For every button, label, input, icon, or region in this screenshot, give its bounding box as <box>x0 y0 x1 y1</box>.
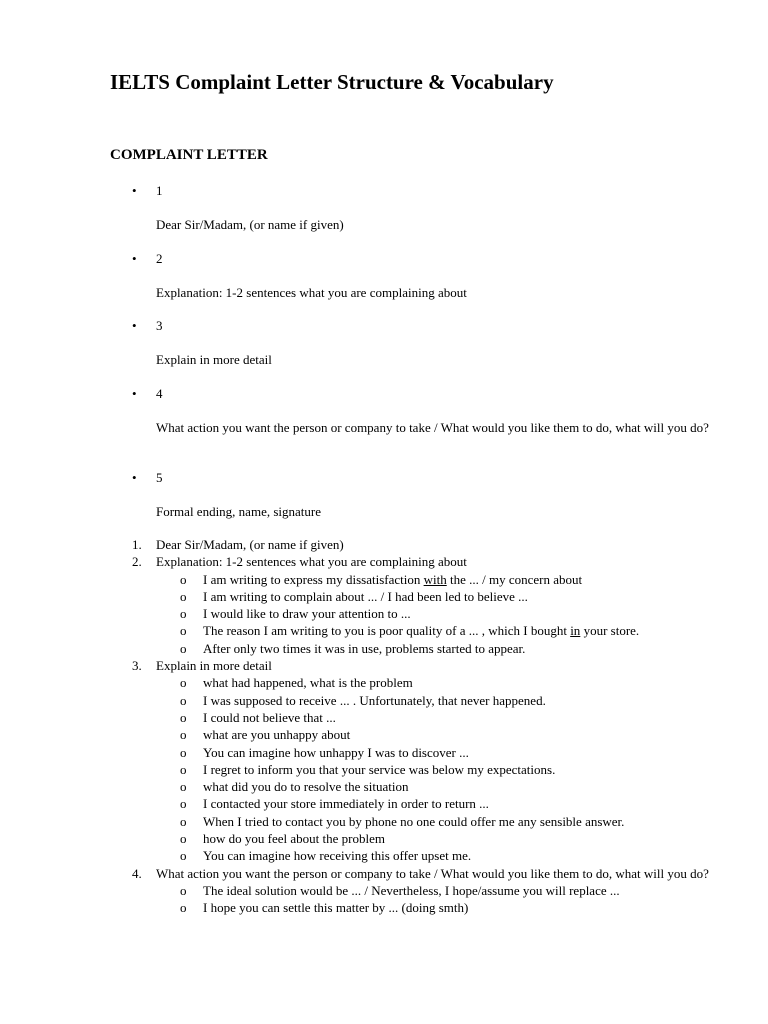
sub-bullet-marker: o <box>180 675 187 691</box>
sub-list-item <box>156 882 719 899</box>
sub-bullet-marker: o <box>180 692 187 708</box>
bullet-dot: • <box>132 386 137 401</box>
sub-list-item <box>156 830 719 847</box>
bullet-text: Explanation: 1-2 sentences what you are complaining about <box>156 285 467 300</box>
bullet-dot: • <box>132 470 137 485</box>
bullet-text: What action you want the person or company to take / What would you like them to do, what will you do? <box>156 420 709 435</box>
bullet-number: 3 <box>156 318 163 333</box>
sub-bullet-marker: o <box>180 727 187 743</box>
sub-item-text: You can imagine how receiving this offer upset me. <box>203 848 472 864</box>
sub-item-text: After only two times it was in use, problems started to appear. <box>203 640 526 656</box>
list-number: 1. <box>132 537 142 552</box>
underlined-word: in <box>570 623 581 639</box>
bullet-dot: • <box>132 251 137 266</box>
sub-item-text: what are you unhappy about <box>203 727 351 743</box>
sub-list-item <box>156 674 719 691</box>
sub-list <box>156 674 716 864</box>
bullet-number: 4 <box>156 386 163 401</box>
sub-list-item <box>156 692 719 709</box>
sub-list <box>156 882 716 917</box>
sub-item-text: When I tried to contact you by phone no one could offer me any sensible answer. <box>203 813 625 829</box>
bullet-text: Formal ending, name, signature <box>156 504 321 519</box>
bullet-number: 5 <box>156 470 163 485</box>
sub-list-item <box>156 778 719 795</box>
ordered-list-item <box>0 865 716 917</box>
sub-bullet-marker: o <box>180 588 187 604</box>
sub-item-text: I was supposed to receive ... . Unfortunately, that never happened. <box>203 692 546 708</box>
sub-list-item <box>156 605 719 622</box>
sub-list-item <box>156 709 719 726</box>
sub-item-text: I am writing to express my dissatisfaction <box>203 571 424 587</box>
list-item-text: Explain in more detail <box>156 658 272 674</box>
sub-item-text: what had happened, what is the problem <box>203 675 413 691</box>
sub-list-item <box>156 571 719 588</box>
sub-bullet-marker: o <box>180 900 187 916</box>
sub-list-item <box>156 588 719 605</box>
sub-list-item <box>156 795 719 812</box>
sub-item-text: I regret to inform you that your service was below my expectations. <box>203 761 556 777</box>
bullet-number: 2 <box>156 251 163 266</box>
sub-bullet-marker: o <box>180 813 187 829</box>
sub-list-item <box>156 640 719 657</box>
sub-list <box>156 571 716 657</box>
sub-bullet-marker: o <box>180 848 187 864</box>
ordered-list-item <box>0 536 716 553</box>
bullet-dot: • <box>132 183 137 198</box>
sub-item-text: You can imagine how unhappy I was to discover ... <box>203 744 469 760</box>
sub-item-text: I contacted your store immediately in order to return ... <box>203 796 489 812</box>
bullet-dot: • <box>132 318 137 333</box>
bullet-text: Dear Sir/Madam, (or name if given) <box>156 217 344 232</box>
ordered-list-item <box>0 553 716 657</box>
list-number: 4. <box>132 865 142 881</box>
sub-list-item <box>156 899 719 916</box>
sub-bullet-marker: o <box>180 796 187 812</box>
sub-bullet-marker: o <box>180 744 187 760</box>
sub-item-text: what did you do to resolve the situation <box>203 779 409 795</box>
underlined-word: with <box>423 571 447 587</box>
page-title: IELTS Complaint Letter Structure & Vocabulary <box>110 70 554 94</box>
section-heading: COMPLAINT LETTER <box>110 147 268 163</box>
sub-bullet-marker: o <box>180 571 187 587</box>
list-item-text: What action you want the person or company to take / What would you like them to do, what will you do? <box>156 865 709 881</box>
sub-list-item <box>156 761 719 778</box>
bullet-text: Explain in more detail <box>156 352 272 367</box>
sub-item-text-continued: your store. <box>580 623 640 639</box>
sub-bullet-marker: o <box>180 779 187 795</box>
sub-item-text-continued: the ... / my concern about <box>446 571 583 587</box>
ordered-list-item <box>0 657 716 865</box>
sub-bullet-marker: o <box>180 761 187 777</box>
sub-bullet-marker: o <box>180 882 187 898</box>
list-number: 3. <box>132 658 142 674</box>
sub-bullet-marker: o <box>180 640 187 656</box>
sub-list-item <box>156 726 719 743</box>
sub-item-text: The ideal solution would be ... / Nevertheless, I hope/assume you will replace ... <box>203 882 620 898</box>
sub-bullet-marker: o <box>180 623 187 639</box>
bullet-number: 1 <box>156 183 163 198</box>
sub-bullet-marker: o <box>180 606 187 622</box>
sub-list-item <box>156 744 719 761</box>
sub-item-text: how do you feel about the problem <box>203 831 385 847</box>
list-number: 2. <box>132 554 142 570</box>
sub-item-text: I would like to draw your attention to ... <box>203 606 411 622</box>
sub-list-item <box>156 622 719 639</box>
list-item-text: Explanation: 1-2 sentences what you are complaining about <box>156 554 467 570</box>
sub-bullet-marker: o <box>180 831 187 847</box>
sub-item-text: The reason I am writing to you is poor quality of a ... , which I bought <box>203 623 571 639</box>
ordered-list <box>0 536 768 917</box>
sub-item-text: I hope you can settle this matter by ... (doing smth) <box>203 900 469 916</box>
sub-list-item <box>156 813 719 830</box>
list-item-text: Dear Sir/Madam, (or name if given) <box>156 537 344 552</box>
sub-list-item <box>156 847 719 864</box>
sub-bullet-marker: o <box>180 709 187 725</box>
sub-item-text: I could not believe that ... <box>203 709 336 725</box>
sub-item-text: I am writing to complain about ... / I had been led to believe ... <box>203 588 528 604</box>
